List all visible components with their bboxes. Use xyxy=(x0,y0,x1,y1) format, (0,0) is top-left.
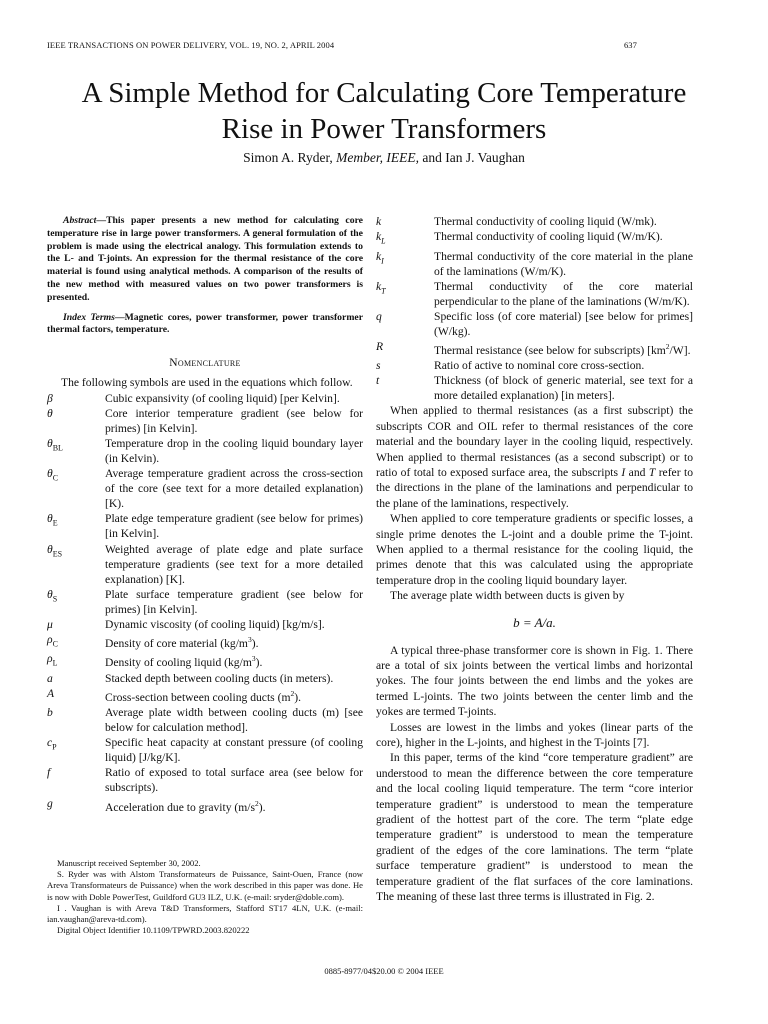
symbol-char: q xyxy=(376,309,382,323)
nomenclature-symbol xyxy=(47,587,105,617)
nomenclature-heading: Nomenclature xyxy=(169,357,241,370)
nomenclature-symbol xyxy=(47,632,105,651)
nomenclature-symbol xyxy=(47,391,105,406)
nomenclature-definition xyxy=(105,765,363,795)
body-paragraph-terms: In this paper, terms of the kind “core temperature gradient” are understood to mean the difference between the core temperature and the local cooling liquid temperature. The term “core interior temperature gradient” is understood to mean the temperature gradient of the hottest part of the core. The term “plate edge temperature gradient” is understood to mean the temperature gradient of the edges of the core laminations. The term “plate surface temperature gradient” is understood to mean the temperature gradient of the flat surfaces of the core laminations. The meaning of these last three terms is illustrated in Fig. 2. xyxy=(376,751,693,904)
symbol-char: μ xyxy=(47,617,53,631)
abstract xyxy=(47,215,363,305)
nomenclature-symbol xyxy=(47,705,105,735)
symbol-char: θ xyxy=(47,406,53,420)
definition-text: Dynamic viscosity (of cooling liquid) [kg/m/s]. xyxy=(105,617,325,631)
nomenclature-entry xyxy=(47,542,363,587)
running-header xyxy=(47,40,637,50)
symbol-char: ρ xyxy=(47,633,53,647)
definition-text: Thermal conductivity of the core material in the plane of the laminations (W/m/K). xyxy=(434,249,693,278)
equation-plate-width: b = A/a. xyxy=(513,614,556,630)
definition-text: Ratio of exposed to total surface area (see below for subscripts). xyxy=(105,766,363,795)
author-2: and Ian J. Vaughan xyxy=(422,150,525,165)
title-line-1: A Simple Method for Calculating Core Temperature xyxy=(81,77,687,109)
nomenclature-definition xyxy=(105,542,363,587)
nomenclature-symbol xyxy=(47,406,105,436)
symbol-subscript: S xyxy=(52,594,58,604)
nomenclature-entry xyxy=(47,511,363,541)
definition-text: Cross-section between cooling ducts (m xyxy=(105,690,291,704)
index-terms-text: —Magnetic cores, power transformer, power transformer thermal factors, temperature. xyxy=(47,311,363,336)
journal-name: IEEE TRANSACTIONS ON POWER DELIVERY, VOL. 19, NO. 2, APRIL 2004 xyxy=(47,40,335,50)
body-paragraph-subscripts xyxy=(376,403,693,511)
definition-text: Core interior temperature gradient (see below for primes) [in Kelvin]. xyxy=(105,406,363,435)
nomenclature-definition xyxy=(434,229,693,248)
definition-text: Thermal conductivity of cooling liquid (W/mk). xyxy=(434,215,657,228)
nomenclature-symbol xyxy=(376,279,434,309)
definition-text: Temperature drop in the cooling liquid boundary layer (in Kelvin). xyxy=(105,436,363,465)
nomenclature-symbol xyxy=(376,309,434,339)
body-paragraph-core-joints: A typical three-phase transformer core is shown in Fig. 1. There are a total of six joints between the vertical limbs and horizontal yokes. The four joints between the end limbs and the yokes are termed L-joints. The two joints between the center limb and the yokes are termed T-joints. xyxy=(376,643,693,719)
symbol-char: b xyxy=(47,705,53,719)
definition-superscript: 3 xyxy=(247,635,252,645)
symbol-subscript: I xyxy=(381,255,384,265)
nomenclature-symbol xyxy=(47,671,105,686)
nomenclature-symbol xyxy=(47,436,105,466)
nomenclature-definition xyxy=(105,686,363,705)
nomenclature-entry xyxy=(47,705,363,735)
definition-text: Density of cooling liquid (kg/m xyxy=(105,656,252,670)
nomenclature-definition xyxy=(105,511,363,541)
definition-text: Cubic expansivity (of cooling liquid) [per Kelvin]. xyxy=(105,391,340,405)
definition-text: Specific heat capacity at constant pressure (of cooling liquid) [J/kg/K]. xyxy=(105,736,363,765)
nomenclature-definition xyxy=(105,391,363,406)
symbol-char: A xyxy=(47,686,55,700)
definition-tail: ). xyxy=(251,636,259,650)
nomenclature-entry xyxy=(47,587,363,617)
nomenclature-entry xyxy=(376,309,693,339)
nomenclature-entry xyxy=(376,373,693,403)
nomenclature-definition xyxy=(105,406,363,436)
index-terms xyxy=(47,312,363,338)
definition-text: Plate edge temperature gradient (see below for primes) [in Kelvin]. xyxy=(105,512,363,541)
page-number: 637 xyxy=(623,40,637,50)
symbol-char: c xyxy=(47,736,53,750)
definition-superscript: 3 xyxy=(251,654,256,664)
nomenclature-entry xyxy=(47,735,363,765)
symbol-char: θ xyxy=(47,467,53,481)
nomenclature-symbol xyxy=(47,542,105,587)
nomenclature-symbol xyxy=(376,358,434,373)
nomenclature-definition xyxy=(434,249,693,279)
index-terms-label: Index Terms xyxy=(63,311,115,323)
definition-text: Thickness (of block of generic material, see text for a more detailed explanation) [in meters]. xyxy=(434,374,693,403)
footnote-block xyxy=(47,858,363,936)
symbol-char: t xyxy=(376,374,380,388)
symbol-subscript: L xyxy=(381,236,386,246)
nomenclature-symbol xyxy=(47,686,105,705)
nomenclature-symbol xyxy=(47,466,105,511)
nomenclature-entry xyxy=(47,617,363,632)
nomenclature-entry xyxy=(47,632,363,651)
nomenclature-definition xyxy=(434,279,693,309)
nomenclature-entry xyxy=(376,229,693,248)
symbol-I: I xyxy=(621,465,626,479)
symbol-char: θ xyxy=(47,512,53,526)
nomenclature-definition xyxy=(105,735,363,765)
symbol-T: T xyxy=(648,465,656,479)
symbol-char: s xyxy=(376,359,381,373)
nomenclature-definition xyxy=(105,617,363,632)
symbol-subscript: BL xyxy=(52,443,63,453)
definition-text: Average plate width between cooling ducts (m) [see below for calculation method]. xyxy=(105,705,363,735)
nomenclature-symbol xyxy=(47,617,105,632)
nomenclature-list-right xyxy=(376,214,693,403)
nomenclature-symbol xyxy=(376,373,434,403)
body-paragraph-primes: When applied to core temperature gradients or specific losses, a single prime denotes the L-joint and a double prime the T-joint. When applied to a thermal resistance for the cooling liquid, the primes denote that this was calculated using the appropriate temperature drop in the cooling liquid boundary layer. xyxy=(376,512,693,587)
nomenclature-definition xyxy=(105,671,363,686)
definition-tail: ). xyxy=(258,800,266,814)
footnote-author-1: S. Ryder was with Alstom Transformateurs de Puissance, Saint-Ouen, France (now Areva Transformateurs de Puissance) when the work described in this paper was done. He is now with Doble PowerTest, Guildford GU3 ILZ, U.K. (e-mail: sryder@doble.com). xyxy=(47,869,363,902)
definition-text: Plate surface temperature gradient (see below for primes) [in Kelvin]. xyxy=(105,587,363,616)
symbol-char: R xyxy=(376,340,384,354)
body-paragraph-plate-width: The average plate width between ducts is given by xyxy=(390,589,625,603)
footnote-received: Manuscript received September 30, 2002. xyxy=(57,858,201,868)
symbol-subscript: T xyxy=(381,286,386,295)
nomenclature-definition xyxy=(434,214,693,229)
right-column xyxy=(376,214,693,904)
definition-tail: ). xyxy=(294,690,301,704)
definition-tail: /W]. xyxy=(669,343,691,357)
nomenclature-definition xyxy=(434,373,693,403)
definition-text: Acceleration due to gravity (m/s xyxy=(105,800,256,814)
definition-text: Average temperature gradient across the cross-section of the core (see text for a more detailed explanation) [K). xyxy=(105,467,363,511)
symbol-char: θ xyxy=(47,436,53,450)
definition-text: Thermal conductivity of cooling liquid (W/m/K). xyxy=(434,230,663,244)
left-column xyxy=(47,215,363,814)
abstract-text: —This paper presents a new method for calculating core temperature rise in large power transformers. A general formulation of the problem is made using the electrical analogy. This formulation extends to the L- and T-joints. An expression for the thermal resistance of the core material is found using analytical methods. A comparison of the results of the new method with measured values on two power transformers is presented. xyxy=(47,215,363,303)
nomenclature-symbol xyxy=(47,511,105,541)
nomenclature-symbol xyxy=(376,339,434,358)
symbol-char: a xyxy=(47,671,53,685)
symbol-subscript: L xyxy=(52,658,58,668)
symbol-subscript: E xyxy=(52,518,58,528)
symbol-char: k xyxy=(376,230,382,244)
nomenclature-entry xyxy=(47,686,363,705)
body-text: refer to the directions in the plane of the laminations and perpendicular to the plane of the laminations, respectively. xyxy=(376,465,693,510)
symbol-char: k xyxy=(376,249,382,263)
definition-text: Thermal conductivity of the core material perpendicular to the plane of the laminations (W/m/K). xyxy=(434,279,693,308)
copyright-footer: 0885-8977/04$20.00 © 2004 IEEE xyxy=(324,966,444,976)
nomenclature-symbol xyxy=(47,796,105,815)
body-text: and xyxy=(625,465,649,479)
definition-superscript: 2 xyxy=(255,798,259,808)
symbol-char: β xyxy=(47,391,53,405)
symbol-char: ρ xyxy=(47,652,53,666)
symbol-char: θ xyxy=(47,542,53,556)
nomenclature-entry xyxy=(47,671,363,686)
nomenclature-entry xyxy=(376,358,693,373)
nomenclature-definition xyxy=(105,651,363,670)
definition-superscript: 2 xyxy=(290,688,295,698)
nomenclature-symbol xyxy=(376,214,434,229)
definition-text: Specific loss (of core material) [see below for primes] (W/kg). xyxy=(434,309,693,338)
title-line-2: Rise in Power Transformers xyxy=(221,113,547,145)
nomenclature-definition xyxy=(105,466,363,511)
symbol-char: f xyxy=(47,766,51,780)
nomenclature-entry xyxy=(47,796,363,815)
definition-text: Density of core material (kg/m xyxy=(105,636,248,650)
definition-text: Thermal resistance (see below for subscripts) [km xyxy=(434,343,666,357)
nomenclature-entry xyxy=(376,249,693,279)
nomenclature-definition xyxy=(434,358,693,373)
symbol-char: k xyxy=(376,279,382,293)
nomenclature-symbol xyxy=(47,735,105,765)
definition-tail: ). xyxy=(255,656,263,670)
nomenclature-entry xyxy=(376,279,693,309)
nomenclature-definition xyxy=(434,309,693,339)
symbol-subscript: C xyxy=(52,639,58,649)
nomenclature-definition xyxy=(105,587,363,617)
symbol-subscript: ES xyxy=(52,548,63,558)
nomenclature-symbol xyxy=(47,651,105,670)
nomenclature-definition xyxy=(105,436,363,466)
nomenclature-entry xyxy=(47,466,363,511)
nomenclature-symbol xyxy=(376,249,434,279)
author-line xyxy=(0,150,768,166)
definition-text: Stacked depth between cooling ducts (in meters). xyxy=(105,671,334,685)
footnote-doi: Digital Object Identifier 10.1109/TPWRD.2003.820222 xyxy=(57,925,250,936)
member-designation: Member, IEEE, xyxy=(336,150,420,165)
nomenclature-entry xyxy=(47,406,363,436)
nomenclature-entry xyxy=(376,339,693,358)
nomenclature-definition xyxy=(105,796,363,815)
definition-text: Weighted average of plate edge and plate surface temperature gradients (see text for a more detailed explanation) [K]. xyxy=(105,542,363,586)
nomenclature-entry xyxy=(47,651,363,670)
nomenclature-definition xyxy=(105,632,363,651)
footnote-author-2: I . Vaughan is with Areva T&D Transformers, Stafford ST17 4LN, U.K. (e-mail: ian.vaughan@areva-td.com). xyxy=(47,902,363,925)
nomenclature-definition xyxy=(434,339,693,358)
author-1: Simon A. Ryder, xyxy=(243,150,333,165)
symbol-subscript: C xyxy=(52,473,59,483)
nomenclature-definition xyxy=(105,705,363,735)
definition-superscript: 2 xyxy=(665,342,670,352)
nomenclature-symbol xyxy=(47,765,105,795)
definition-text: Ratio of active to nominal core cross-section. xyxy=(434,359,645,373)
nomenclature-intro: The following symbols are used in the equations which follow. xyxy=(61,376,353,390)
nomenclature-entry xyxy=(47,391,363,406)
nomenclature-entry xyxy=(376,214,693,229)
symbol-char: θ xyxy=(47,587,53,601)
symbol-char: g xyxy=(47,796,53,810)
nomenclature-list-left xyxy=(47,391,363,815)
body-paragraph-losses: Losses are lowest in the limbs and yokes (linear parts of the core), higher in the L-joints, and highest in the T-joints [7]. xyxy=(376,720,693,750)
symbol-char: k xyxy=(376,215,382,228)
nomenclature-entry xyxy=(47,436,363,466)
paper-title xyxy=(0,75,768,147)
body-text: When applied to thermal resistances (as a first subscript) the subscripts COR and OIL refer to thermal resistances of the core material and the boundary layer in the cooling liquid, respectively. When applied to thermal resistances (as a second subscript) or to ratio of total to exposed surface area, the subscripts xyxy=(376,404,693,479)
abstract-label: Abstract xyxy=(63,215,97,226)
nomenclature-entry xyxy=(47,765,363,795)
nomenclature-symbol xyxy=(376,229,434,248)
symbol-subscript: P xyxy=(52,742,57,752)
